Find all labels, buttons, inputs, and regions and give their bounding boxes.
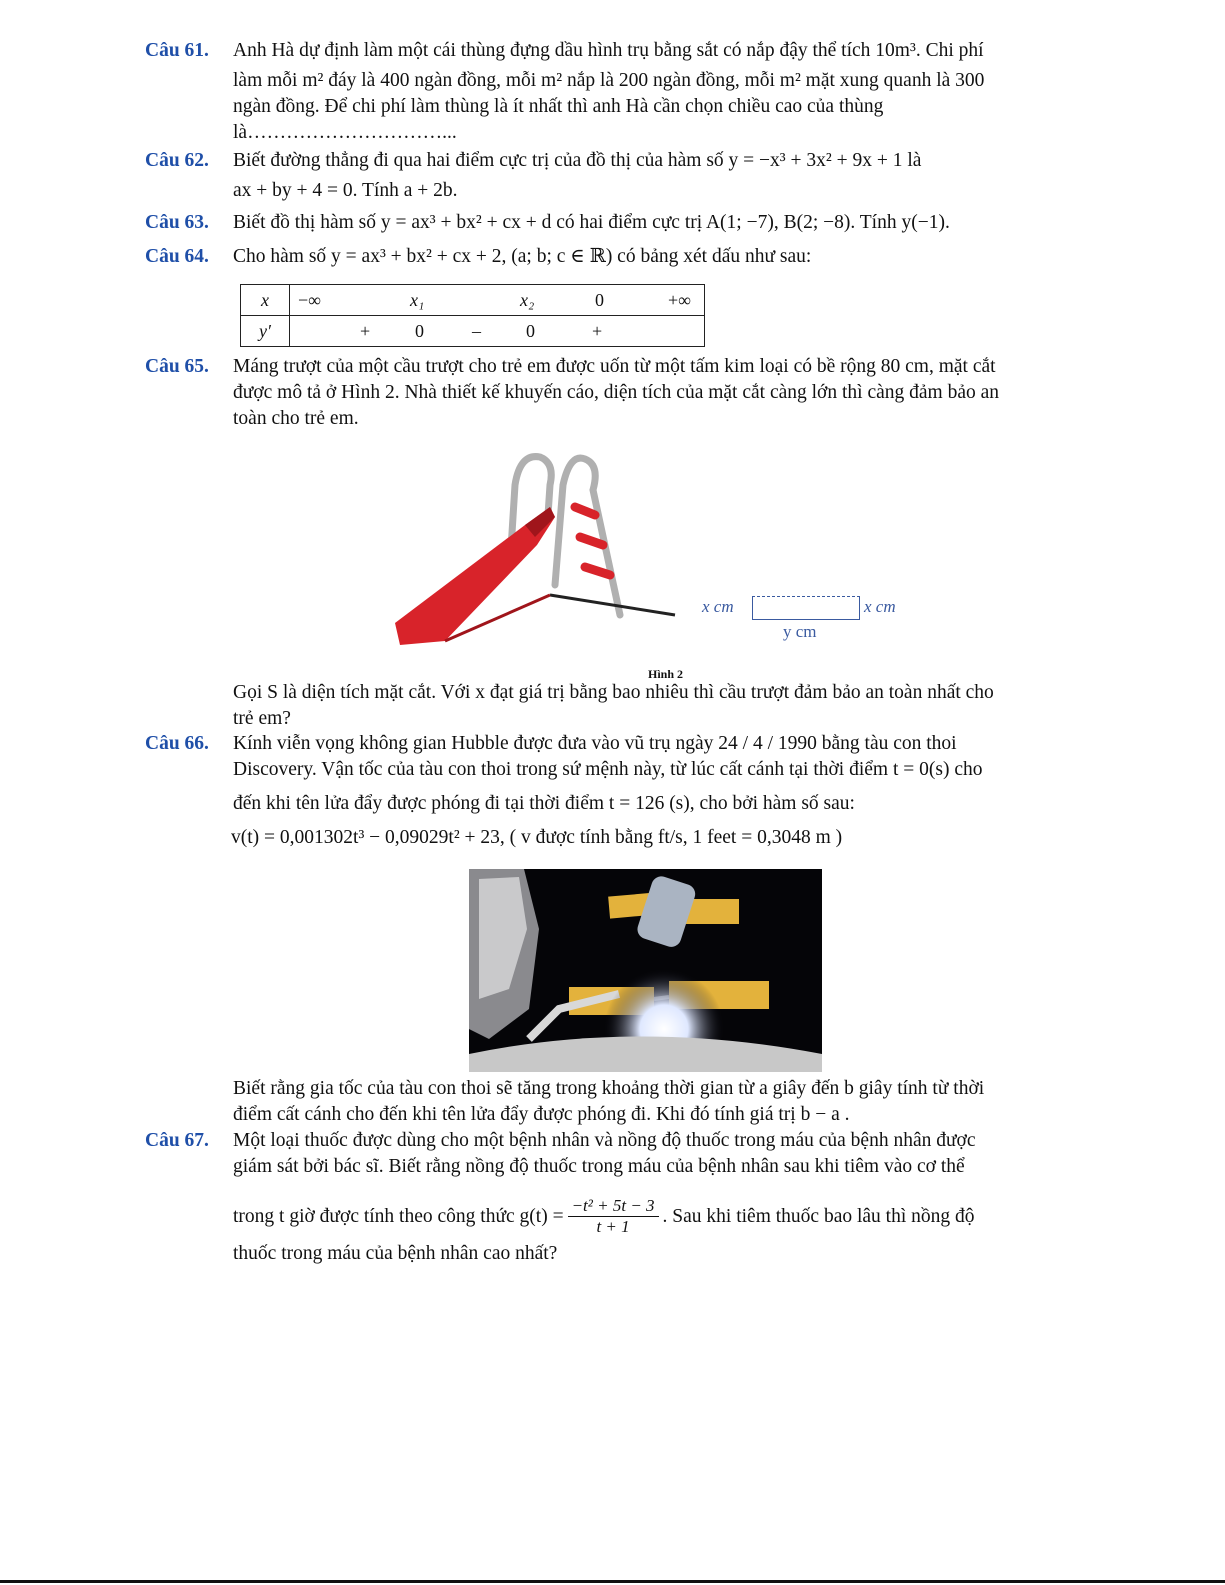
question-text: Một loại thuốc được dùng cho một bệnh nhân và nồng độ thuốc trong máu của bệnh nhân được [233, 1130, 976, 1151]
cross-section-shape [752, 596, 860, 620]
page-bottom-rule [0, 1580, 1225, 1583]
question-text: Biết rằng gia tốc của tàu con thoi sẽ tăng trong khoảng thời gian từ a giây đến b giây tính từ thời [233, 1078, 985, 1099]
fig-label-right: x cm [864, 597, 896, 616]
fig-label-left: x cm [702, 597, 734, 616]
sign-table [240, 284, 705, 347]
question-text: Discovery. Vận tốc của tàu con thoi trong sứ mệnh này, từ lúc cất cánh tại thời điểm t = 0(s) cho [233, 759, 983, 780]
velocity-formula: v(t) = 0,001302t³ − 0,09029t² + 23, ( v được tính bằng ft/s, 1 feet = 0,3048 m ) [231, 827, 843, 848]
question-number: Câu 64. [145, 246, 209, 267]
table-row [241, 285, 705, 316]
question-number: Câu 62. [145, 150, 209, 171]
question-text: đến khi tên lửa đẩy được phóng đi tại thời điểm t = 126 (s), cho bởi hàm số sau: [233, 793, 855, 814]
slide-illustration [385, 445, 685, 655]
concentration-formula-line [233, 1196, 1085, 1237]
question-number: Câu 65. [145, 356, 209, 377]
fraction-numerator: −t² + 5t − 3 [568, 1196, 659, 1217]
table-cell: – [472, 321, 481, 341]
question-text: Anh Hà dự định làm một cái thùng đựng dầu hình trụ bằng sắt có nắp đậy thể tích 10m³. Chi phí [233, 40, 984, 61]
question-text: Cho hàm số y = ax³ + bx² + cx + 2, (a; b; c ∈ ℝ) có bảng xét dấu như sau: [233, 246, 812, 267]
table-cell: + [360, 321, 371, 341]
table-cell: 0 [526, 321, 535, 341]
table-cell: x₂ [520, 290, 535, 310]
question-text: được mô tả ở Hình 2. Nhà thiết kế khuyến cáo, diện tích của mặt cắt càng lớn thì càng đảm bảo an [233, 382, 1000, 403]
question-62 [145, 148, 1085, 204]
fig-label-bottom: y cm [783, 622, 817, 641]
fraction-denominator: t + 1 [596, 1217, 630, 1236]
table-values-y [290, 316, 705, 347]
fraction [568, 1196, 659, 1237]
question-63 [145, 210, 1085, 236]
question-66-continued [145, 1076, 1085, 1128]
question-text: điểm cất cánh cho đến khi tên lửa đẩy được phóng đi. Khi đó tính giá trị b − a . [233, 1104, 850, 1125]
table-header-x: x [241, 285, 290, 316]
answer-blank: là…………………………... [233, 122, 457, 143]
hubble-photo [469, 869, 822, 1072]
question-65-continued [145, 680, 1085, 732]
table-header-y: y′ [241, 316, 290, 347]
table-cell: 0 [415, 321, 424, 341]
table-cell: −∞ [298, 290, 321, 310]
table-cell: + [592, 321, 603, 341]
question-text: Biết đồ thị hàm số y = ax³ + bx² + cx + d có hai điểm cực trị A(1; −7), B(2; −8). Tính y(−1). [233, 212, 950, 233]
figure-caption: Hình 2 [648, 667, 684, 681]
question-61 [145, 38, 1085, 146]
table-cell: 0 [595, 290, 604, 310]
question-64 [145, 244, 1085, 270]
table-cell: x₁ [410, 290, 425, 310]
question-text: Biết đường thẳng đi qua hai điểm cực trị của đồ thị của hàm số y = −x³ + 3x² + 9x + 1 là [233, 150, 922, 171]
question-65 [145, 354, 1085, 432]
question-text: ngàn đồng. Để chi phí làm thùng là ít nhất thì anh Hà cần chọn chiều cao của thùng [233, 96, 884, 117]
question-text: giám sát bởi bác sĩ. Biết rằng nồng độ thuốc trong máu của bệnh nhân sau khi tiêm vào cơ thể [233, 1156, 965, 1177]
question-text: trong t giờ được tính theo công thức g(t) = [233, 1205, 564, 1227]
question-text: ax + by + 4 = 0. Tính a + 2b. [233, 180, 458, 201]
question-number: Câu 67. [145, 1130, 209, 1151]
question-number: Câu 61. [145, 40, 209, 61]
question-text: làm mỗi m² đáy là 400 ngàn đồng, mỗi m² nắp là 200 ngàn đồng, mỗi m² mặt xung quanh là 300 [233, 70, 985, 91]
question-text: . Sau khi tiêm thuốc bao lâu thì nồng độ [662, 1205, 975, 1227]
question-number: Câu 63. [145, 212, 209, 233]
question-text: trẻ em? [233, 708, 291, 729]
table-cell: +∞ [668, 290, 691, 310]
question-text: Máng trượt của một cầu trượt cho trẻ em được uốn từ một tấm kim loại có bề rộng 80 cm, mặt cắt [233, 356, 996, 377]
question-67 [145, 1128, 1085, 1267]
question-text: Gọi S là diện tích mặt cắt. Với x đạt giá trị bằng bao nhiêu thì cầu trượt đảm bảo an toàn nhất cho [233, 682, 994, 703]
question-text: toàn cho trẻ em. [233, 408, 359, 429]
question-number: Câu 66. [145, 733, 209, 754]
question-text: thuốc trong máu của bệnh nhân cao nhất? [233, 1243, 558, 1264]
question-66 [145, 731, 1085, 851]
table-row [241, 316, 705, 347]
question-text: Kính viễn vọng không gian Hubble được đưa vào vũ trụ ngày 24 / 4 / 1990 bằng tàu con thoi [233, 733, 957, 754]
table-values-x [290, 285, 705, 316]
